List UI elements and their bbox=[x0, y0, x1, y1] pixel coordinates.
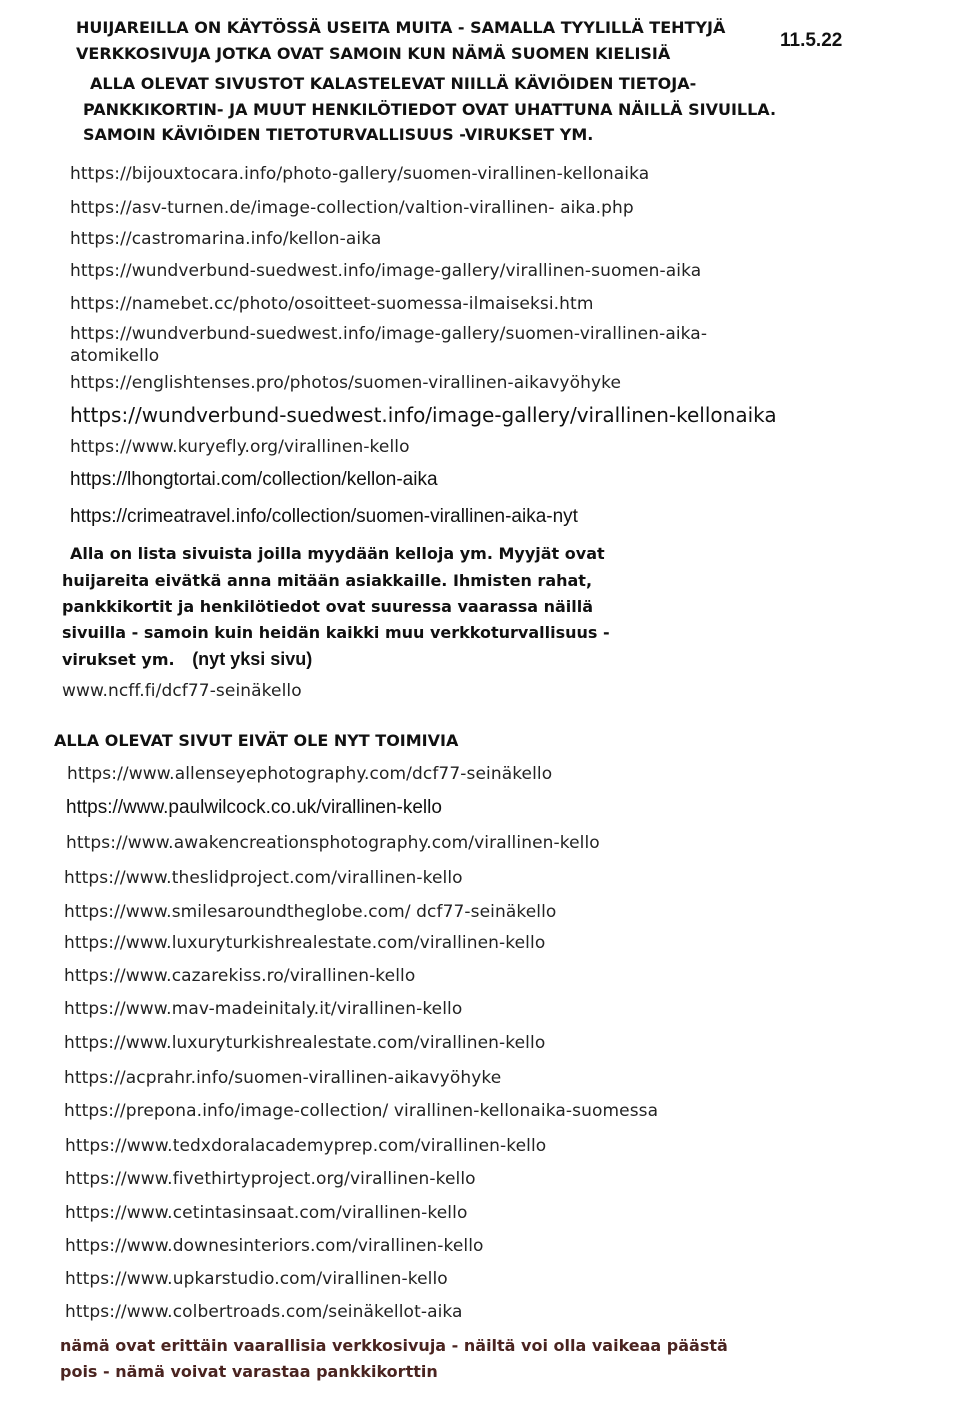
shop-note-line-5-text: virukset ym. bbox=[62, 650, 175, 669]
shop-site-link[interactable]: www.ncff.fi/dcf77-seinäkello bbox=[62, 681, 302, 701]
date-label: 11.5.22 bbox=[780, 30, 843, 51]
inactive-site-link[interactable]: https://prepona.info/image-collection/ virallinen-kellonaika-suomessa bbox=[64, 1101, 659, 1121]
inactive-site-link[interactable]: https://www.smilesaroundtheglobe.com/ dcf77-seinäkello bbox=[64, 902, 557, 922]
phishing-site-link[interactable]: https://crimeatravel.info/collection/suomen-virallinen-aika-nyt bbox=[70, 506, 578, 527]
inactive-site-link[interactable]: https://www.cetintasinsaat.com/virallinen-kello bbox=[65, 1203, 468, 1223]
inactive-site-link[interactable]: https://acprahr.info/suomen-virallinen-aikavyöhyke bbox=[64, 1068, 502, 1088]
phishing-site-link[interactable]: https://www.kuryefly.org/virallinen-kello bbox=[70, 437, 410, 457]
phishing-site-link[interactable]: https://englishtenses.pro/photos/suomen-virallinen-aikavyöhyke bbox=[70, 373, 622, 393]
header-line-3: ALLA OLEVAT SIVUSTOT KALASTELEVAT NIILLÄ KÄVIÖIDEN TIETOJA- bbox=[90, 74, 697, 93]
header-line-1: HUIJAREILLA ON KÄYTÖSSÄ USEITA MUITA - SAMALLA TYYLILLÄ TEHTYJÄ bbox=[76, 18, 726, 37]
inactive-site-link[interactable]: https://www.allenseyephotography.com/dcf77-seinäkello bbox=[67, 764, 553, 784]
inactive-site-link[interactable]: https://www.tedxdoralacademyprep.com/virallinen-kello bbox=[65, 1136, 547, 1156]
inactive-site-link[interactable]: https://www.theslidproject.com/virallinen-kello bbox=[64, 868, 463, 888]
inactive-site-link[interactable]: https://www.cazarekiss.ro/virallinen-kello bbox=[64, 966, 416, 986]
header-line-4: PANKKIKORTIN- JA MUUT HENKILÖTIEDOT OVAT UHATTUNA NÄILLÄ SIVUILLA. bbox=[83, 100, 777, 119]
header-line-2: VERKKOSIVUJA JOTKA OVAT SAMOIN KUN NÄMÄ SUOMEN KIELISIÄ bbox=[76, 44, 671, 63]
phishing-site-link[interactable]: https://bijouxtocara.info/photo-gallery/suomen-virallinen-kellonaika bbox=[70, 164, 650, 184]
phishing-site-link[interactable]: https://wundverbund-suedwest.info/image-gallery/suomen-virallinen-aika- bbox=[70, 324, 708, 344]
warning-line-2: pois - nämä voivat varastaa pankkikorttin bbox=[60, 1362, 438, 1381]
inactive-site-link[interactable]: https://www.awakencreationsphotography.com/virallinen-kello bbox=[66, 833, 600, 853]
shop-note-line-1: Alla on lista sivuista joilla myydään kelloja ym. Myyjät ovat bbox=[70, 544, 605, 563]
shop-note-line-5 bbox=[62, 649, 312, 670]
inactive-site-link[interactable]: https://www.mav-madeinitaly.it/virallinen-kello bbox=[64, 999, 463, 1019]
phishing-site-link[interactable]: https://namebet.cc/photo/osoitteet-suomessa-ilmaiseksi.htm bbox=[70, 294, 594, 314]
phishing-site-link-continuation[interactable]: atomikello bbox=[70, 346, 160, 366]
inactive-site-link[interactable]: https://www.paulwilcock.co.uk/virallinen-kello bbox=[66, 797, 442, 818]
inactive-site-link[interactable]: https://www.luxuryturkishrealestate.com/virallinen-kello bbox=[64, 933, 546, 953]
header-line-5: SAMOIN KÄVIÖIDEN TIETOTURVALLISUUS -VIRUKSET YM. bbox=[83, 125, 594, 144]
shop-note-line-4: sivuilla - samoin kuin heidän kaikki muu verkkoturvallisuus - bbox=[62, 623, 610, 642]
phishing-site-link[interactable]: https://asv-turnen.de/image-collection/valtion-virallinen- aika.php bbox=[70, 198, 634, 218]
phishing-site-link[interactable]: https://lhongtortai.com/collection/kellon-aika bbox=[70, 469, 438, 490]
inactive-site-link[interactable]: https://www.upkarstudio.com/virallinen-kello bbox=[65, 1269, 448, 1289]
inactive-site-link[interactable]: https://www.luxuryturkishrealestate.com/virallinen-kello bbox=[64, 1033, 546, 1053]
inactive-site-link[interactable]: https://www.fivethirtyproject.org/virallinen-kello bbox=[65, 1169, 476, 1189]
phishing-site-link[interactable]: https://castromarina.info/kellon-aika bbox=[70, 229, 382, 249]
inactive-site-link[interactable]: https://www.colbertroads.com/seinäkellot-aika bbox=[65, 1302, 463, 1322]
shop-note-line-3: pankkikortit ja henkilötiedot ovat suuressa vaarassa näillä bbox=[62, 597, 594, 616]
inactive-site-link[interactable]: https://www.downesinteriors.com/virallinen-kello bbox=[65, 1236, 484, 1256]
shop-note-count: (nyt yksi sivu) bbox=[192, 649, 313, 669]
phishing-site-link[interactable]: https://wundverbund-suedwest.info/image-gallery/virallinen-kellonaika bbox=[70, 403, 777, 427]
phishing-site-link[interactable]: https://wundverbund-suedwest.info/image-gallery/virallinen-suomen-aika bbox=[70, 261, 702, 281]
warning-line-1: nämä ovat erittäin vaarallisia verkkosivuja - näiltä voi olla vaikeaa päästä bbox=[60, 1336, 728, 1355]
inactive-sites-heading: ALLA OLEVAT SIVUT EIVÄT OLE NYT TOIMIVIA bbox=[54, 731, 459, 750]
shop-note-line-2: huijareita eivätkä anna mitään asiakkaille. Ihmisten rahat, bbox=[62, 571, 593, 590]
